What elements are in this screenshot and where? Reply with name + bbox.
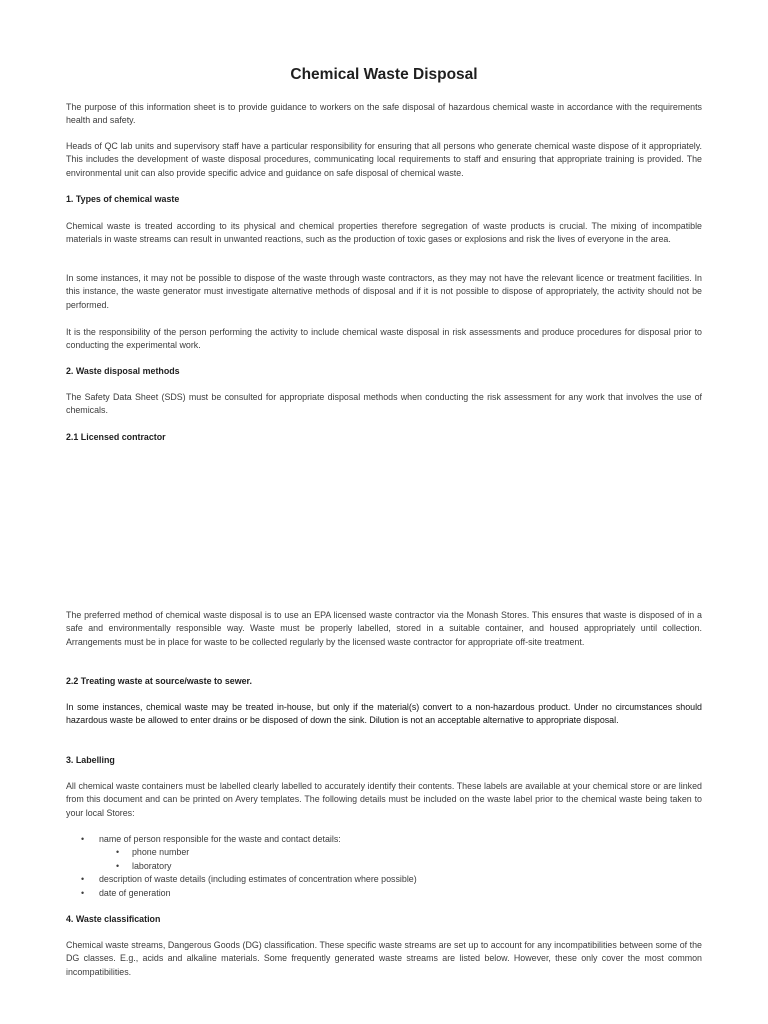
section-2-paragraph-1: The Safety Data Sheet (SDS) must be consulted for appropriate disposal methods when conducting the risk assessment for any work that involves the use of chemicals. xyxy=(66,392,702,416)
section-1-paragraph-3: It is the responsibility of the person performing the activity to include chemical waste disposal in risk assessments and produce procedures for disposal prior to conducting the experimental work. xyxy=(66,327,702,351)
section-2-1-heading: 2.1 Licensed contractor xyxy=(66,432,166,442)
section-1-heading: 1. Types of chemical waste xyxy=(66,194,180,204)
list-item: • phone number xyxy=(66,846,702,859)
section-2-2-heading: 2.2 Treating waste at source/waste to sewer. xyxy=(66,676,252,686)
intro-paragraph-2: Heads of QC lab units and supervisory staff have a particular responsibility for ensuring that all persons who generate chemical waste dispose of it appropriately. This includes the development of waste disposal procedures, communicating local requirements to staff and ensuring that appropriate training is provided. The environmental unit can also provide specific advice and guidance on safe disposal of chemical waste. xyxy=(66,141,702,178)
page-title: Chemical Waste Disposal xyxy=(290,66,478,83)
label-details-list xyxy=(66,833,702,900)
section-2-2-paragraph: In some instances, chemical waste may be treated in-house, but only if the material(s) convert to a non-hazardous product. Under no circumstances should hazardous waste be allowed to enter drains or be disposed of down the sink. Dilution is not an acceptable alternative to appropriate disposal. xyxy=(66,702,702,726)
section-1-paragraph-2: In some instances, it may not be possible to dispose of the waste through waste contractors, as they may not have the relevant licence or treatment facilities. In this instance, the waste generator must investigate alternative methods of disposal and if it is not possible to dispose of appropriately, the activity should not be performed. xyxy=(66,273,702,310)
section-2-1-paragraph: The preferred method of chemical waste disposal is to use an EPA licensed waste contractor via the Monash Stores. This ensures that waste is disposed of in a safe and environmentally responsible way. Waste must be properly labelled, stored in a suitable container, and housed appropriately until collection. Arrangements must be in place for waste to be collected regularly by the licensed waste contractor for appropriate off-site treatment. xyxy=(66,610,702,647)
section-2-heading: 2. Waste disposal methods xyxy=(66,366,180,376)
intro-paragraph-1: The purpose of this information sheet is to provide guidance to workers on the safe disposal of hazardous chemical waste in accordance with the requirements health and safety. xyxy=(66,102,702,126)
list-item: • laboratory xyxy=(66,860,702,873)
document-body xyxy=(66,0,702,1024)
list-item: • date of generation xyxy=(66,887,702,900)
section-3-heading: 3. Labelling xyxy=(66,755,115,765)
list-item: • name of person responsible for the waste and contact details: xyxy=(66,833,702,846)
section-4-paragraph: Chemical waste streams, Dangerous Goods (DG) classification. These specific waste streams are set up to account for any incompatibilities between some of the DG classes. E.g., acids and alkaline materials. Some frequently generated waste streams are listed below. However, these only cover the most common incompatibilities. xyxy=(66,940,702,977)
section-4-heading: 4. Waste classification xyxy=(66,914,161,924)
list-item: • description of waste details (including estimates of concentration where possible) xyxy=(66,873,702,886)
section-3-paragraph: All chemical waste containers must be labelled clearly labelled to accurately identify their contents. These labels are available at your chemical store or are linked from this document and can be printed on Avery templates. The following details must be included on the waste label prior to the chemical waste being taken to your local Stores: xyxy=(66,781,702,818)
section-1-paragraph-1: Chemical waste is treated according to its physical and chemical properties therefore segregation of waste products is crucial. The mixing of incompatible materials in waste streams can result in unwanted reactions, such as the production of toxic gases or explosions and risk the lives of everyone in the area. xyxy=(66,221,702,245)
